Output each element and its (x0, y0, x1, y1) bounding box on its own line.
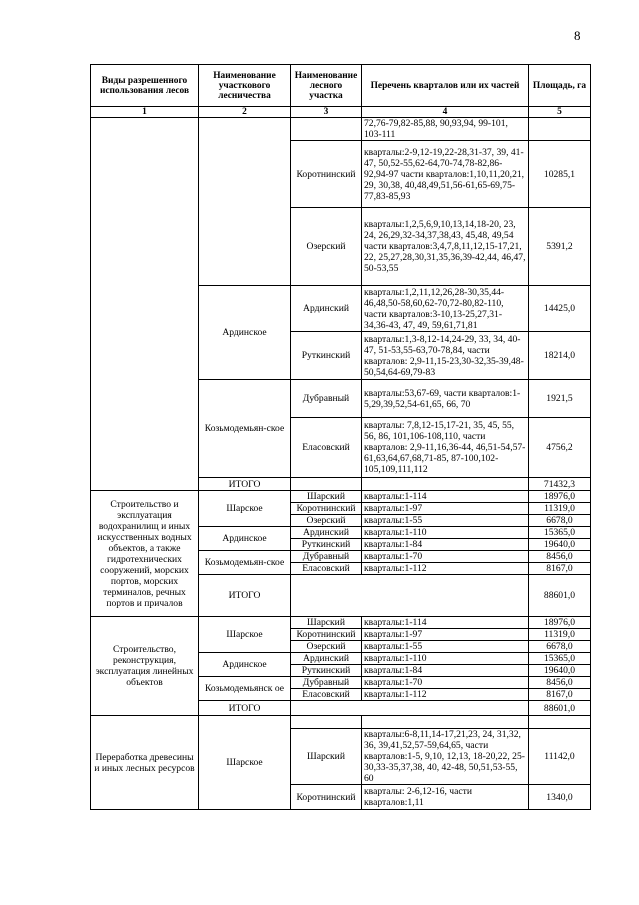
quarters-cell: кварталы:2-9,12-19,22-28,31-37, 39, 41-47, 50,52-55,62-64,70-74,78-82,86-92,94-97 части кварталов:1,10,11,20,21, 29, 30,38, 40,48,49,51,56-61,65-69,75-77,83-85,93 (362, 141, 529, 208)
plot-cell: Еласовский (291, 689, 362, 701)
total-area: 88601,0 (529, 701, 591, 716)
area-cell: 6678,0 (529, 641, 591, 653)
area-cell: 8456,0 (529, 677, 591, 689)
quarters-cell: кварталы: 2-6,12-16, части кварталов:1,11 (362, 785, 529, 810)
table-row (91, 491, 591, 503)
header-num3: 3 (291, 107, 362, 118)
forestry-cell: Шарское (199, 716, 291, 810)
header-row (91, 65, 591, 107)
area-cell (529, 716, 591, 729)
quarters-cell: кварталы:1-55 (362, 515, 529, 527)
plot-cell: Руткинский (291, 332, 362, 380)
plot-cell: Дубравный (291, 677, 362, 689)
total-label: ИТОГО (199, 575, 291, 617)
plot-cell: Шарский (291, 617, 362, 629)
area-cell: 5391,2 (529, 208, 591, 286)
quarters-cell: кварталы:1-112 (362, 563, 529, 575)
plot-cell: Еласовский (291, 418, 362, 478)
plot-cell: Ардинский (291, 286, 362, 332)
header-col1: Виды разрешенного использования лесов (91, 65, 199, 107)
area-cell: 8167,0 (529, 563, 591, 575)
forestry-cell: Козьмодемьян-ское (199, 551, 291, 575)
forestry-cell (199, 118, 291, 286)
header-col5: Площадь, га (529, 65, 591, 107)
area-cell: 10285,1 (529, 141, 591, 208)
plot-cell: Ардинский (291, 527, 362, 539)
quarters-cell: кварталы:1-110 (362, 527, 529, 539)
plot-cell: Дубравный (291, 380, 362, 418)
forestry-cell: Шарское (199, 617, 291, 653)
plot-cell: Коротнинский (291, 141, 362, 208)
area-cell (529, 118, 591, 141)
total-plot-cell (291, 478, 362, 491)
area-cell: 8456,0 (529, 551, 591, 563)
area-cell: 18976,0 (529, 491, 591, 503)
total-empty-cell (291, 575, 529, 617)
plot-cell: Руткинский (291, 665, 362, 677)
use-type-cell (91, 118, 199, 491)
area-cell: 19640,0 (529, 665, 591, 677)
area-cell: 15365,0 (529, 653, 591, 665)
total-area: 88601,0 (529, 575, 591, 617)
area-cell: 4756,2 (529, 418, 591, 478)
total-label: ИТОГО (199, 478, 291, 491)
forestry-cell: Ардинское (199, 286, 291, 380)
total-label: ИТОГО (199, 701, 291, 716)
area-cell: 18214,0 (529, 332, 591, 380)
quarters-cell: кварталы:1-70 (362, 677, 529, 689)
plot-cell: Озерский (291, 208, 362, 286)
spacer-row (91, 716, 591, 729)
area-cell: 6678,0 (529, 515, 591, 527)
quarters-cell: кварталы:1-84 (362, 665, 529, 677)
forestry-cell: Козьмодемьян-ское (199, 380, 291, 478)
header-num2: 2 (199, 107, 291, 118)
quarters-cell: кварталы:6-8,11,14-17,21,23, 24, 31,32, 36, 39,41,52,57-59,64,65, части кварталов:1-5, 9,10, 12,13, 18-20,22, 25-30,33-35,37,38, 40, 42-48, 50,51,53-55, 60 (362, 729, 529, 785)
table-row (91, 617, 591, 629)
plot-cell: Еласовский (291, 563, 362, 575)
quarters-cell: кварталы:1,2,5,6,9,10,13,14,18-20, 23, 24, 26,29,32-34,37,38,43, 45,48, 49,54 части кварталов:3,4,7,8,11,12,15-17,21, 22, 25,27,28,30,31,35,36,39-42,44, 46,47, 50-53,55 (362, 208, 529, 286)
header-col4: Перечень кварталов или их частей (362, 65, 529, 107)
plot-cell: Коротнинский (291, 629, 362, 641)
table-row (91, 118, 591, 141)
plot-cell: Озерский (291, 515, 362, 527)
quarters-cell (362, 716, 529, 729)
area-cell: 8167,0 (529, 689, 591, 701)
plot-cell: Руткинский (291, 539, 362, 551)
header-col3: Наименование лесного участка (291, 65, 362, 107)
header-num-row (91, 107, 591, 118)
plot-cell: Шарский (291, 491, 362, 503)
area-cell: 11319,0 (529, 503, 591, 515)
plot-cell: Коротнинский (291, 785, 362, 810)
quarters-cell: кварталы:1-110 (362, 653, 529, 665)
area-cell: 11319,0 (529, 629, 591, 641)
quarters-cell: кварталы: 7,8,12-15,17-21, 35, 45, 55, 56, 86, 101,106-108,110, части кварталов: 2,9-11,16,36-44, 46,51-54,57-61,63,64,67,68,71-85, 87-100,102-105,109,111,112 (362, 418, 529, 478)
use-type-cell: Строительство и эксплуатация водохранилищ и иных искусственных водных объектов, а также гидротехнических сооружений, морских портов, морских терминалов, речных портов и причалов (91, 491, 199, 617)
quarters-cell: кварталы:53,67-69, части кварталов:1-5,29,39,52,54-61,65, 66, 70 (362, 380, 529, 418)
header-col2: Наименование участкового лесничества (199, 65, 291, 107)
quarters-cell: кварталы:1-112 (362, 689, 529, 701)
quarters-cell: кварталы:1-97 (362, 503, 529, 515)
quarters-cell: кварталы:1-70 (362, 551, 529, 563)
quarters-cell: 72,76-79,82-85,88, 90,93,94, 99-101, 103-111 (362, 118, 529, 141)
header-num4: 4 (362, 107, 529, 118)
total-empty-cell (291, 701, 529, 716)
quarters-cell: кварталы:1,3-8,12-14,24-29, 33, 34, 40-47, 51-53,55-63,70-78,84, части кварталов: 2,9-11,15-23,30-32,35-39,48-50,54,64-69,79-83 (362, 332, 529, 380)
area-cell: 14425,0 (529, 286, 591, 332)
plot-cell (291, 716, 362, 729)
area-cell: 1921,5 (529, 380, 591, 418)
area-cell: 1340,0 (529, 785, 591, 810)
page-number: 8 (574, 28, 581, 43)
area-cell: 19640,0 (529, 539, 591, 551)
forestry-cell: Ардинское (199, 653, 291, 677)
plot-cell: Ардинский (291, 653, 362, 665)
plot-cell: Дубравный (291, 551, 362, 563)
forestry-cell: Ардинское (199, 527, 291, 551)
total-area: 71432,3 (529, 478, 591, 491)
forestry-cell: Козьмодемьянск ое (199, 677, 291, 701)
plot-cell: Шарский (291, 729, 362, 785)
plot-cell: Озерский (291, 641, 362, 653)
plot-cell (291, 118, 362, 141)
header-num5: 5 (529, 107, 591, 118)
forestry-cell: Шарское (199, 491, 291, 527)
quarters-cell: кварталы:1-114 (362, 617, 529, 629)
quarters-cell: кварталы:1-84 (362, 539, 529, 551)
area-cell: 11142,0 (529, 729, 591, 785)
area-cell: 15365,0 (529, 527, 591, 539)
use-type-cell: Переработка древесины и иных лесных ресурсов (91, 716, 199, 810)
area-cell: 18976,0 (529, 617, 591, 629)
quarters-cell: кварталы:1,2,11,12,26,28-30,35,44-46,48,50-58,60,62-70,72-80,82-110, части кварталов:3-10,13-25,27,31-34,36-43, 47, 49, 59,61,71,81 (362, 286, 529, 332)
quarters-cell: кварталы:1-114 (362, 491, 529, 503)
header-num1: 1 (91, 107, 199, 118)
quarters-cell: кварталы:1-55 (362, 641, 529, 653)
quarters-cell: кварталы:1-97 (362, 629, 529, 641)
forest-use-table (90, 64, 591, 810)
total-quarters-cell (362, 478, 529, 491)
use-type-cell: Строительство, реконструкция, эксплуатация линейных объектов (91, 617, 199, 716)
plot-cell: Коротнинский (291, 503, 362, 515)
